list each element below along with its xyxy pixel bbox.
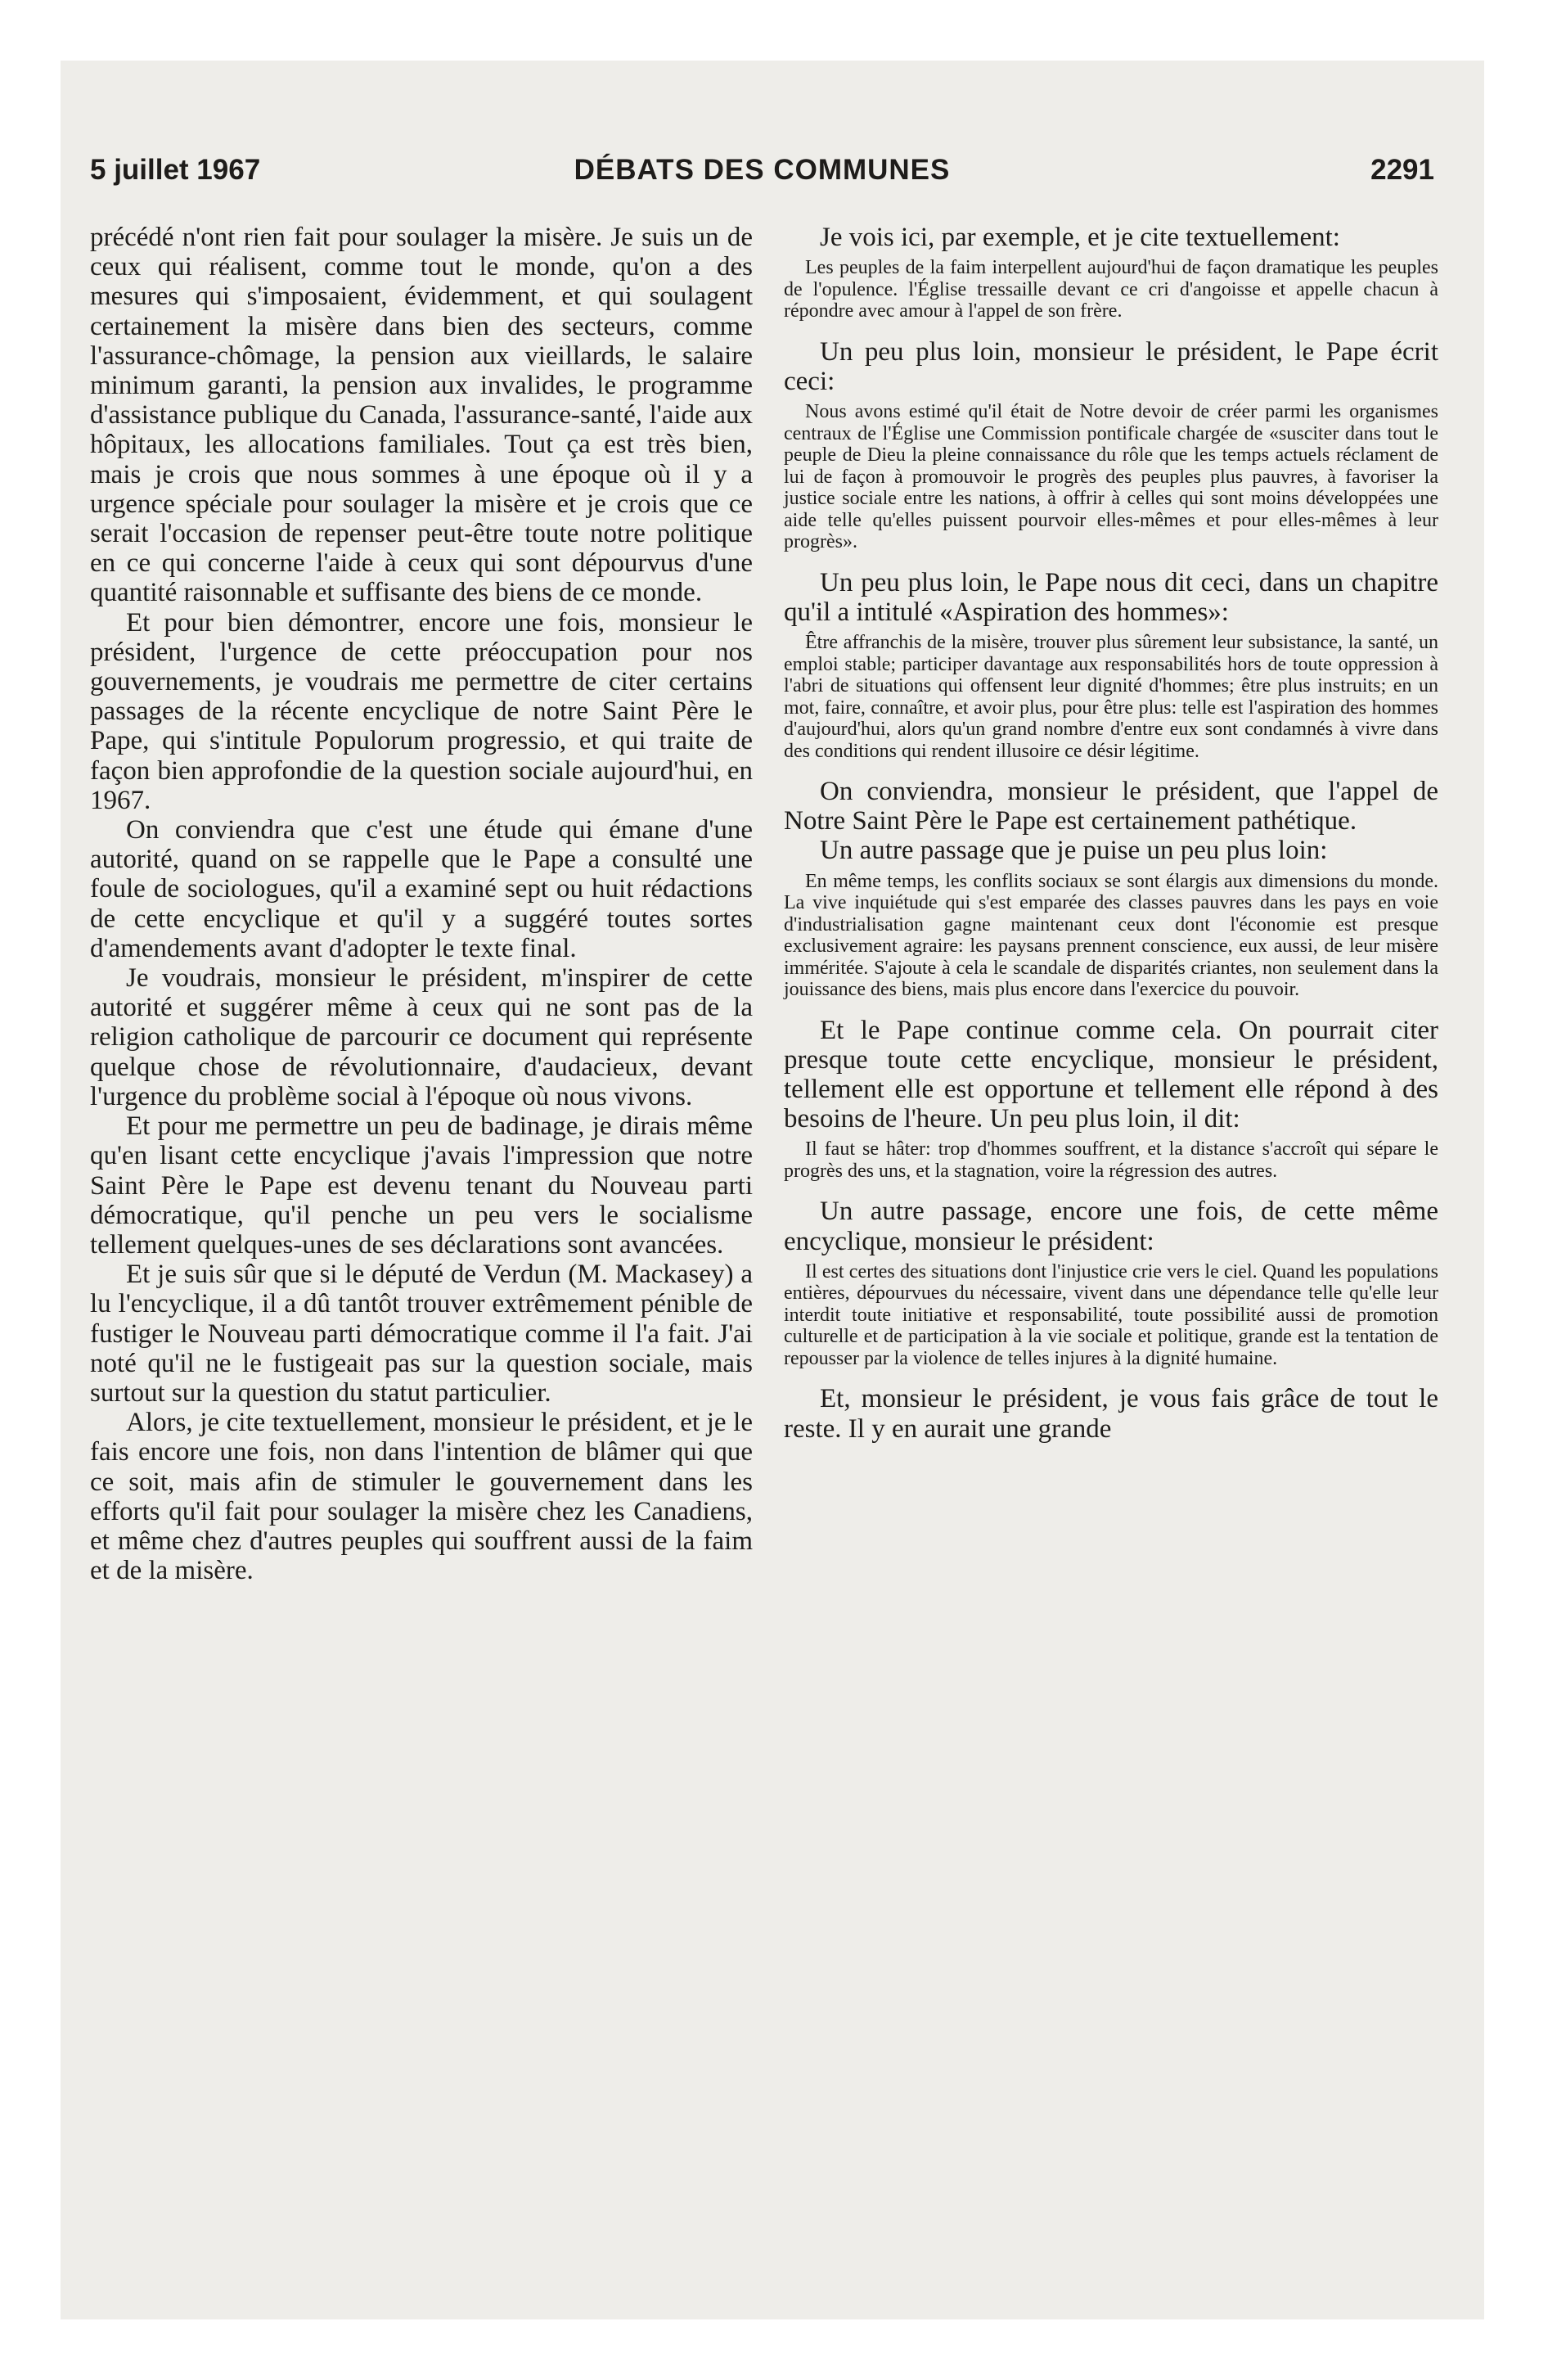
block-quote: Il est certes des situations dont l'injustice crie vers le ciel. Quand les populations entières, dépourvues du nécessaire, vivent dans une dépendance telle qu'elle leur interdit toute initiative et responsabilité, toute possibilité aussi de promotion culturelle et de participation à la vie sociale et politique, grande est la tentation de repousser par la violence de telles injures à la dignité humaine. <box>784 1260 1438 1369</box>
paragraph: On conviendra, monsieur le président, que l'appel de Notre Saint Père le Pape est certainement pathétique. <box>784 777 1438 836</box>
header-title: DÉBATS DES COMMUNES <box>574 154 951 186</box>
paragraph: Un peu plus loin, le Pape nous dit ceci, dans un chapitre qu'il a intitulé «Aspiration des hommes»: <box>784 567 1438 627</box>
block-quote: Nous avons estimé qu'il était de Notre devoir de créer parmi les organismes centraux de l'Église une Commission pontificale chargée de «susciter dans tout le peuple de Dieu la pleine connaissance du rôle que les temps actuels réclament de lui de façon à promouvoir le progrès des peuples plus pauvres, à favoriser la justice sociale entre les nations, à offrir à celles qui sont moins développées une aide telle qu'elles puissent pourvoir elles-mêmes et pour elles-mêmes à leur progrès». <box>784 401 1438 553</box>
paragraph: Un autre passage, encore une fois, de cette même encyclique, monsieur le président: <box>784 1197 1438 1256</box>
paragraph: Et, monsieur le président, je vous fais grâce de tout le reste. Il y en aurait une grande <box>784 1384 1438 1444</box>
paragraph: Et le Pape continue comme cela. On pourrait citer presque toute cette encyclique, monsieur le président, tellement elle est opportune et tellement elle répond à des besoins de l'heure. Un peu plus loin, il dit: <box>784 1015 1438 1134</box>
paragraph: Et pour bien démontrer, encore une fois, monsieur le président, l'urgence de cette préoccupation pour nos gouvernements, je voudrais me permettre de citer certains passages de la récente encyclique de notre Saint Père le Pape, qui s'intitule Populorum progressio, et qui traite de façon bien approfondie de la question sociale aujourd'hui, en 1967. <box>90 607 753 815</box>
header-date: 5 juillet 1967 <box>90 154 261 186</box>
block-quote: Il faut se hâter: trop d'hommes souffrent, et la distance s'accroît qui sépare le progrès des uns, et la stagnation, voire la régression des autres. <box>784 1138 1438 1182</box>
paragraph: Je vois ici, par exemple, et je cite textuellement: <box>820 223 1340 252</box>
paragraph: Et je suis sûr que si le député de Verdun (M. Mackasey) a lu l'encyclique, il a dû tantôt trouver extrêmement pénible de fustiger le Nouveau parti démocratique comme il l'a fait. J'ai noté qu'il ne le fustigeait pas sur la question sociale, mais surtout sur la question du statut particulier. <box>90 1260 753 1408</box>
paragraph: précédé n'ont rien fait pour soulager la misère. Je suis un de ceux qui réalisent, comme tout le monde, qu'on a des mesures qui s'imposaient, évidemment, et qui soulagent certainement la misère dans bien des secteurs, comme l'assurance-chômage, la pension aux vieillards, le salaire minimum garanti, la pension aux invalides, le programme d'assistance publique du Canada, l'assurance-santé, l'aide aux hôpitaux, les allocations familiales. Tout ça est très bien, mais je crois que nous sommes à une époque où il y a urgence spéciale pour soulager la misère et je crois que ce serait l'occasion de repenser peut-être toute notre politique en ce qui concerne l'aide à ceux qui sont dépourvus d'une quantité raisonnable et suffisante des biens de ce monde. <box>90 223 753 608</box>
paragraph: Et pour me permettre un peu de badinage, je dirais même qu'en lisant cette encyclique j'avais l'impression que notre Saint Père le Pape est devenu tenant du Nouveau parti démocratique, qu'il penche un peu vers le socialisme tellement quelques-unes de ses déclarations sont avancées. <box>90 1111 753 1260</box>
paragraph: Un autre passage que je puise un peu plus loin: <box>820 836 1328 866</box>
block-quote: En même temps, les conflits sociaux se sont élargis aux dimensions du monde. La vive inquiétude qui s'est emparée des classes pauvres dans les pays en voie d'industrialisation gagne maintenant ceux dont l'économie est presque exclusivement agraire: les paysans prennent conscience, eux aussi, de leur misère imméritée. S'ajoute à cela le scandale de disparités criantes, non seulement dans la jouissance des biens, mais plus encore dans l'exercice du pouvoir. <box>784 870 1438 1001</box>
paragraph: Alors, je cite textuellement, monsieur le président, et je le fais encore une fois, non dans l'intention de blâmer qui que ce soit, mais afin de stimuler le gouvernement dans les efforts qu'il fait pour soulager la misère chez les Canadiens, et même chez d'autres peuples qui souffrent aussi de la faim et de la misère. <box>90 1408 753 1586</box>
left-column <box>90 223 753 1585</box>
block-quote: Être affranchis de la misère, trouver plus sûrement leur subsistance, la santé, un emploi stable; participer davantage aux responsabilités hors de toute oppression à l'abri de situations qui offensent leur dignité d'hommes; être plus instruits; en un mot, faire, connaître, et avoir plus, pour être plus: telle est l'aspiration des hommes d'aujourd'hui, alors qu'un grand nombre d'entre eux sont condamnés à vivre dans des conditions qui rendent illusoire ce désir légitime. <box>784 632 1438 762</box>
paragraph: Je voudrais, monsieur le président, m'inspirer de cette autorité et suggérer même à ceux qui ne sont pas de la religion catholique de parcourir ce document qui représente quelque chose de révolutionnaire, d'audacieux, devant l'urgence du problème social à l'époque où nous vivons. <box>90 963 753 1111</box>
header-page-number: 2291 <box>1370 154 1434 186</box>
right-column <box>784 223 1438 1444</box>
paragraph: Un peu plus loin, monsieur le président, le Pape écrit ceci: <box>784 336 1438 396</box>
block-quote: Les peuples de la faim interpellent aujourd'hui de façon dramatique les peuples de l'opulence. l'Église tressaille devant ce cri d'angoisse et appelle chacun à répondre avec amour à l'appel de son frère. <box>784 257 1438 322</box>
paragraph: On conviendra que c'est une étude qui émane d'une autorité, quand on se rappelle que le Pape a consulté une foule de sociologues, qu'il a examiné sept ou huit rédactions de cette encyclique et qu'il y a suggéré toutes sortes d'amendements avant d'adopter le texte final. <box>90 815 753 963</box>
